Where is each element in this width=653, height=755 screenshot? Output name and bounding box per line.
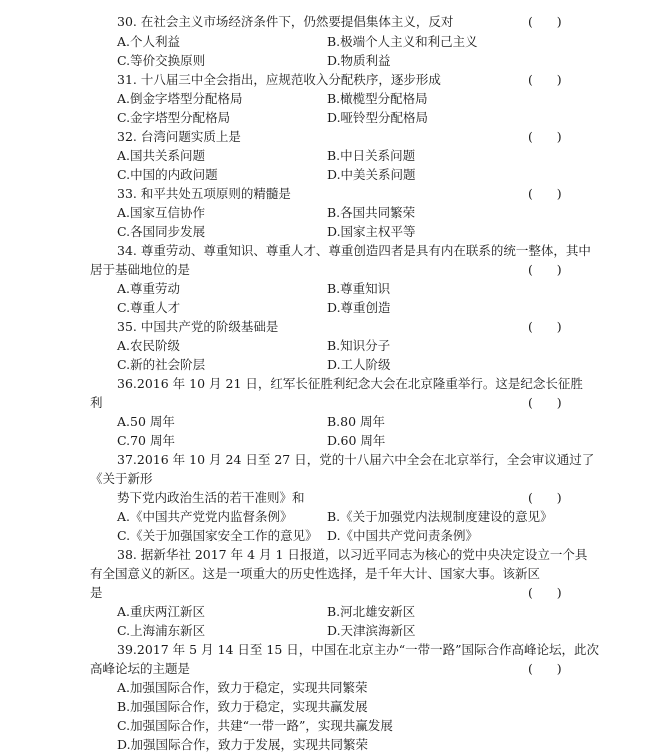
question-36-option-b: B.80 周年 xyxy=(327,414,386,429)
question-30-option-b: B.极端个人主义和利己主义 xyxy=(327,34,478,49)
question-39-option-d: D.加强国际合作，致力于发展，实现共同繁荣 xyxy=(117,737,369,752)
question-31-option-d: D.哑铃型分配格局 xyxy=(327,110,429,125)
question-37-option-b: B.《关于加强党内法规制度建设的意见》 xyxy=(327,509,553,524)
question-36-option-a: A.50 周年 xyxy=(117,414,175,429)
question-37-option-a: A.《中国共产党党内监督条例》 xyxy=(117,509,293,524)
question-33-option-a: A.国家互信协作 xyxy=(117,205,206,220)
question-31-option-b: B.橄榄型分配格局 xyxy=(327,91,428,106)
question-39-option-a: A.加强国际合作，致力于稳定，实现共同繁荣 xyxy=(117,680,368,695)
question-30-answer-paren: ( ) xyxy=(528,14,562,29)
question-32-answer-paren: ( ) xyxy=(528,129,562,144)
question-34-option-d: D.尊重创造 xyxy=(327,300,391,315)
question-38-option-a: A.重庆两江新区 xyxy=(117,604,206,619)
question-30-option-c: C.等价交换原则 xyxy=(117,53,206,68)
question-32-option-a: A.国共关系问题 xyxy=(117,148,206,163)
question-35-option-c: C.新的社会阶层 xyxy=(117,357,206,372)
question-32-stem-line-1: 32. 台湾问题实质上是 xyxy=(117,129,241,144)
question-37-option-c: C.《关于加强国家安全工作的意见》 xyxy=(117,528,318,543)
question-39-option-b: B.加强国际合作，致力于稳定，实现共赢发展 xyxy=(117,699,368,714)
question-36-option-c: C.70 周年 xyxy=(117,433,175,448)
question-35-answer-paren: ( ) xyxy=(528,319,562,334)
question-31-option-c: C.金字塔型分配格局 xyxy=(117,110,231,125)
question-31-option-a: A.倒金字塔型分配格局 xyxy=(117,91,243,106)
question-38-option-b: B.河北雄安新区 xyxy=(327,604,416,619)
question-32-option-c: C.中国的内政问题 xyxy=(117,167,218,182)
question-35-option-d: D.工人阶级 xyxy=(327,357,391,372)
question-38-answer-paren: ( ) xyxy=(528,585,562,600)
question-33-answer-paren: ( ) xyxy=(528,186,562,201)
question-34-option-a: A.尊重劳动 xyxy=(117,281,181,296)
question-30-stem-line-1: 30. 在社会主义市场经济条件下，仍然要提倡集体主义，反对 xyxy=(117,14,454,29)
question-38-stem-line-2: 有全国意义的新区。这是一项重大的历史性选择，是千年大计、国家大事。该新区 xyxy=(90,566,541,581)
question-36-stem-line-1: 36.2016 年 10 月 21 日，红军长征胜利纪念大会在北京隆重举行。这是纪念长征胜 xyxy=(117,376,583,391)
question-39-answer-paren: ( ) xyxy=(528,661,562,676)
question-34-stem-line-2: 居于基础地位的是 xyxy=(90,262,191,277)
question-37-stem-line-1: 37.2016 年 10 月 24 日至 27 日，党的十八届六中全会在北京举行，全会审议通过了 xyxy=(117,452,595,467)
question-39-stem-line-1: 39.2017 年 5 月 14 日至 15 日，中国在北京主办“一带一路”国际合作高峰论坛，此次 xyxy=(117,642,600,657)
question-38-option-c: C.上海浦东新区 xyxy=(117,623,206,638)
question-32-option-d: D.中美关系问题 xyxy=(327,167,416,182)
question-35-option-b: B.知识分子 xyxy=(327,338,391,353)
question-33-stem-line-1: 33. 和平共处五项原则的精髓是 xyxy=(117,186,291,201)
question-30-option-a: A.个人利益 xyxy=(117,34,181,49)
question-34-answer-paren: ( ) xyxy=(528,262,562,277)
question-33-option-c: C.各国同步发展 xyxy=(117,224,206,239)
question-37-option-d: D.《中国共产党问责条例》 xyxy=(327,528,479,543)
question-35-stem-line-1: 35. 中国共产党的阶级基础是 xyxy=(117,319,279,334)
question-35-option-a: A.农民阶级 xyxy=(117,338,181,353)
question-37-stem-line-2: 《关于新形 xyxy=(90,471,153,486)
question-39-stem-line-2: 高峰论坛的主题是 xyxy=(90,661,191,676)
question-38-option-d: D.天津滨海新区 xyxy=(327,623,416,638)
question-36-stem-line-2: 利 xyxy=(90,395,103,410)
question-33-option-d: D.国家主权平等 xyxy=(327,224,416,239)
question-36-answer-paren: ( ) xyxy=(528,395,562,410)
question-30-option-d: D.物质利益 xyxy=(327,53,391,68)
question-39-option-c: C.加强国际合作，共建“一带一路”，实现共赢发展 xyxy=(117,718,393,733)
question-32-option-b: B.中日关系问题 xyxy=(327,148,416,163)
question-38-stem-line-3: 是 xyxy=(90,585,103,600)
question-37-answer-paren: ( ) xyxy=(528,490,562,505)
question-34-stem-line-1: 34. 尊重劳动、尊重知识、尊重人才、尊重创造四者是具有内在联系的统一整体，其中 xyxy=(117,243,591,258)
question-31-answer-paren: ( ) xyxy=(528,72,562,87)
question-37-stem-line-3: 势下党内政治生活的若干准则》和 xyxy=(117,490,305,505)
question-36-option-d: D.60 周年 xyxy=(327,433,386,448)
question-34-option-b: B.尊重知识 xyxy=(327,281,391,296)
question-31-stem-line-1: 31. 十八届三中全会指出，应规范收入分配秩序，逐步形成 xyxy=(117,72,441,87)
question-38-stem-line-1: 38. 据新华社 2017 年 4 月 1 日报道，以习近平同志为核心的党中央决定设立一个具 xyxy=(117,547,588,562)
question-33-option-b: B.各国共同繁荣 xyxy=(327,205,416,220)
question-34-option-c: C.尊重人才 xyxy=(117,300,181,315)
